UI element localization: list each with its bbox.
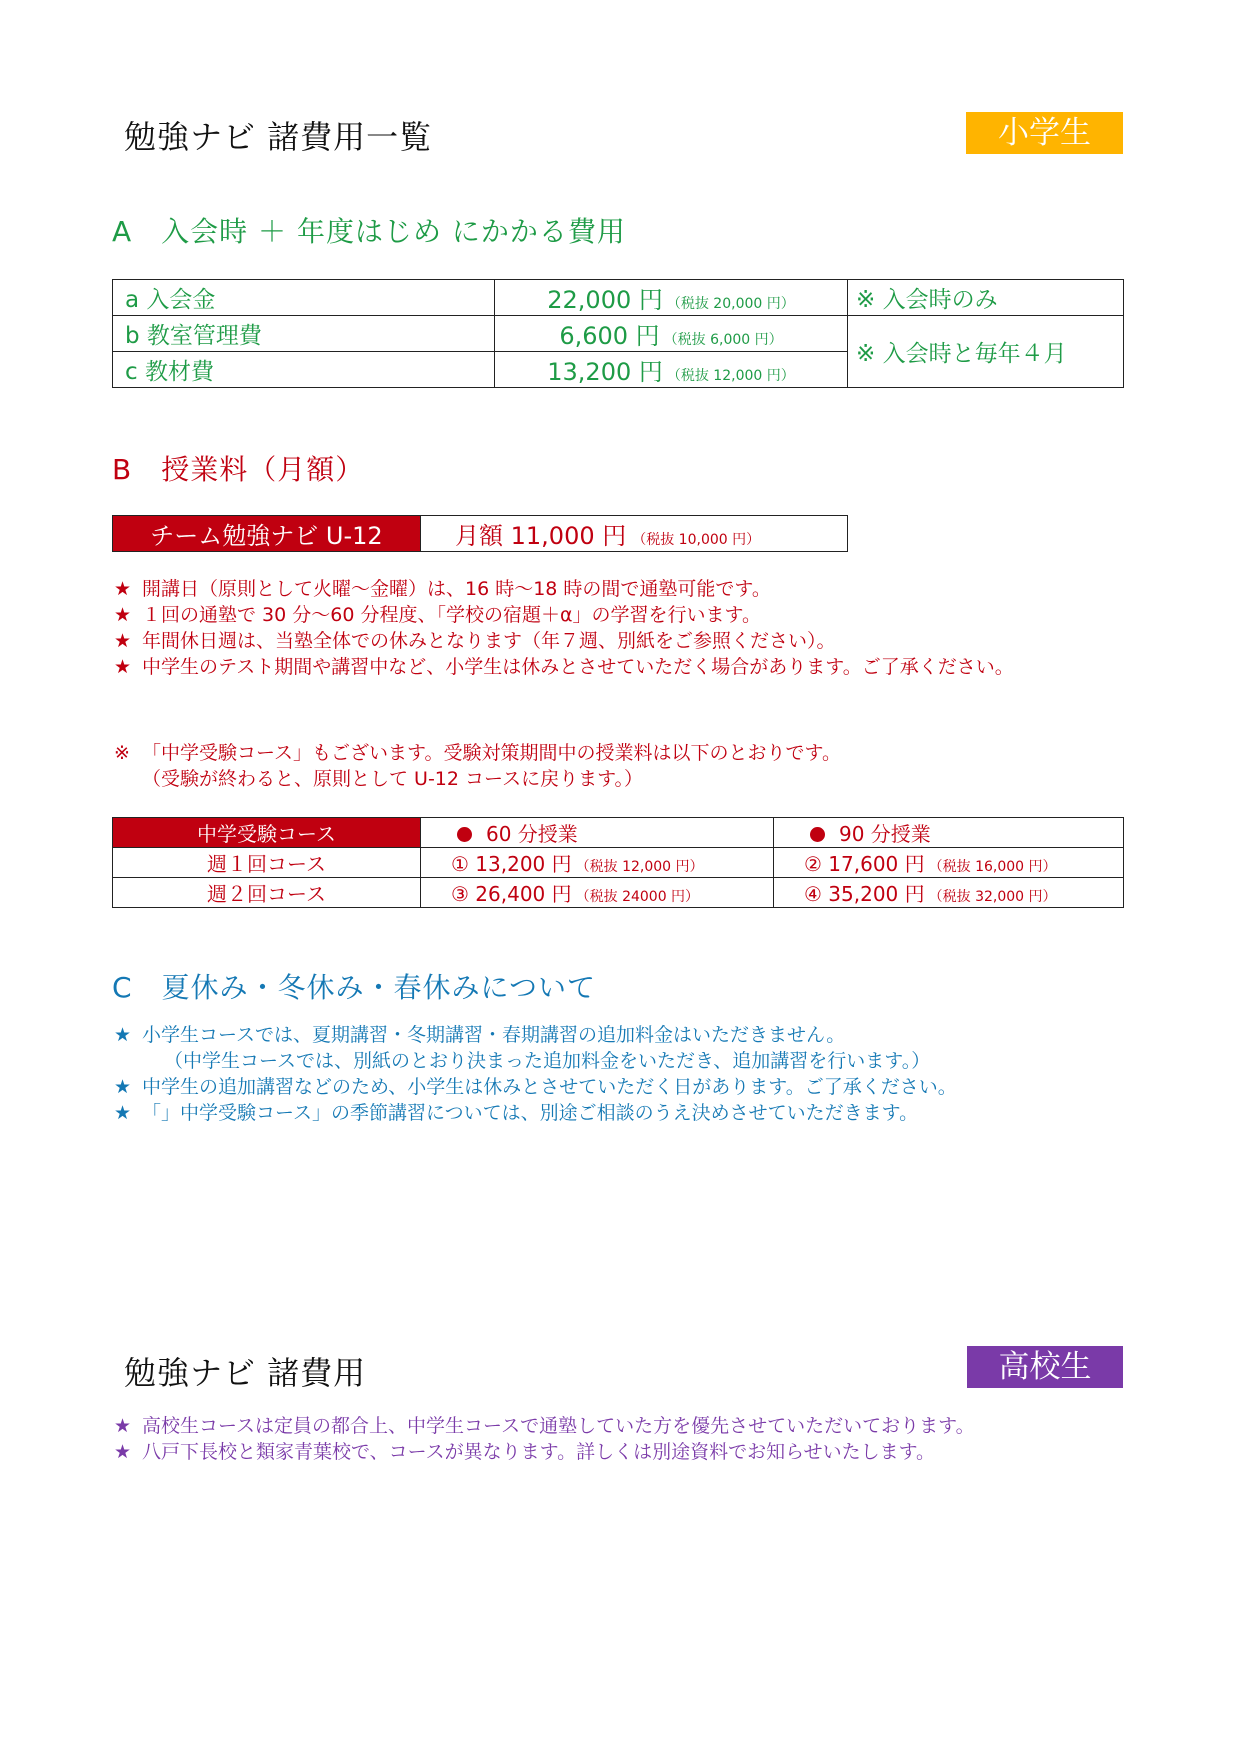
bullet-dot-icon: [810, 827, 825, 842]
price-cell: ② 17,600 円 （税抜 16,000 円）: [774, 848, 1124, 878]
header-60min: 60 分授業: [421, 818, 774, 848]
row-label: 週２回コース: [113, 878, 421, 908]
highschool-notes: [114, 1413, 975, 1465]
list-item: ★ 中学生の追加講習などのため、小学生は休みとさせていただく日があります。ご了承ください。: [114, 1076, 957, 1098]
table-row: [113, 516, 848, 552]
list-item: ★ １回の通塾で 30 分～60 分程度、「学校の宿題＋α」の学習を行います。: [114, 604, 761, 626]
table-row: [113, 848, 1124, 878]
list-item: ★ 「」中学受験コース」の季節講習については、別途ご相談のうえ決めさせていただきます。: [114, 1102, 919, 1124]
note-mark: ※: [114, 742, 130, 764]
fee-note: ※ 入会時と毎年４月: [848, 316, 1124, 388]
header-90min: 90 分授業: [774, 818, 1124, 848]
star-icon: ★: [114, 656, 132, 678]
page-title: 勉強ナビ 諸費用一覧: [124, 118, 433, 156]
star-icon: ★: [114, 1076, 132, 1098]
fee-label: b 教室管理費: [113, 316, 495, 352]
star-icon: ★: [114, 1415, 132, 1437]
row-label: 週１回コース: [113, 848, 421, 878]
exam-course-header: 中学受験コース: [113, 818, 421, 848]
table-row: [113, 280, 1124, 316]
fee-price-cell: 6,600 円 （税抜 6,000 円）: [495, 316, 848, 352]
list-item: ★ 年間休日週は、当塾全体での休みとなります（年７週、別紙をご参照ください）。: [114, 630, 836, 652]
fee-note: ※ 入会時のみ: [848, 280, 1124, 316]
section-a-title: A 入会時 ＋ 年度はじめ にかかる費用: [112, 215, 626, 248]
list-item-sub: （中学生コースでは、別紙のとおり決まった追加料金をいただき、追加講習を行います。）: [164, 1050, 931, 1072]
fee-label: a 入会金: [113, 280, 495, 316]
grade-badge-elementary: 小学生: [966, 112, 1123, 154]
price-cell: ④ 35,200 円 （税抜 32,000 円）: [774, 878, 1124, 908]
list-item: ★ 八戸下長校と類家青葉校で、コースが異なります。詳しくは別途資料でお知らせいたします。: [114, 1441, 936, 1463]
list-item: ★ 開講日（原則として火曜～金曜）は、16 時～18 時の間で通塾可能です。: [114, 578, 771, 600]
star-icon: ★: [114, 1024, 132, 1046]
list-item: ★ 高校生コースは定員の都合上、中学生コースで通塾していた方を優先させていただいております。: [114, 1415, 975, 1437]
section-b-title: B 授業料（月額）: [112, 453, 365, 486]
entry-fee-table: [112, 279, 1124, 388]
star-icon: ★: [114, 630, 132, 652]
exam-course-table: [112, 817, 1124, 908]
star-icon: ★: [114, 578, 132, 600]
grade-badge-highschool: 高校生: [967, 1346, 1123, 1388]
tuition-table: [112, 515, 848, 552]
section-c-title: C 夏休み・冬休み・春休みについて: [112, 971, 596, 1004]
vacation-notes: [114, 1022, 957, 1126]
fee-price-cell: 13,200 円 （税抜 12,000 円）: [495, 352, 848, 388]
table-row: [113, 878, 1124, 908]
tuition-price: 月額 11,000 円 （税抜 10,000 円）: [421, 516, 848, 552]
table-row: [113, 316, 1124, 352]
tuition-notes: [114, 576, 1014, 680]
price-cell: ③ 26,400 円 （税抜 24000 円）: [421, 878, 774, 908]
list-item: ★ 中学生のテスト期間や講習中など、小学生は休みとさせていただく場合があります。ご了承ください。: [114, 656, 1014, 678]
page-title-highschool: 勉強ナビ 諸費用: [124, 1354, 367, 1392]
fee-label: c 教材費: [113, 352, 495, 388]
star-icon: ★: [114, 1441, 132, 1463]
fee-price-cell: 22,000 円 （税抜 20,000 円）: [495, 280, 848, 316]
list-item: ★ 小学生コースでは、夏期講習・冬期講習・春期講習の追加料金はいただきません。: [114, 1024, 846, 1046]
star-icon: ★: [114, 1102, 132, 1124]
table-row: [113, 818, 1124, 848]
course-name: チーム勉強ナビ U-12: [113, 516, 421, 552]
star-icon: ★: [114, 604, 132, 626]
price-cell: ① 13,200 円 （税抜 12,000 円）: [421, 848, 774, 878]
bullet-dot-icon: [457, 827, 472, 842]
exam-course-note: ※ 「中学受験コース」もございます。受験対策期間中の授業料は以下のとおりです。 （受験が終わると、原則として U-12 コースに戻ります。）: [114, 742, 842, 790]
